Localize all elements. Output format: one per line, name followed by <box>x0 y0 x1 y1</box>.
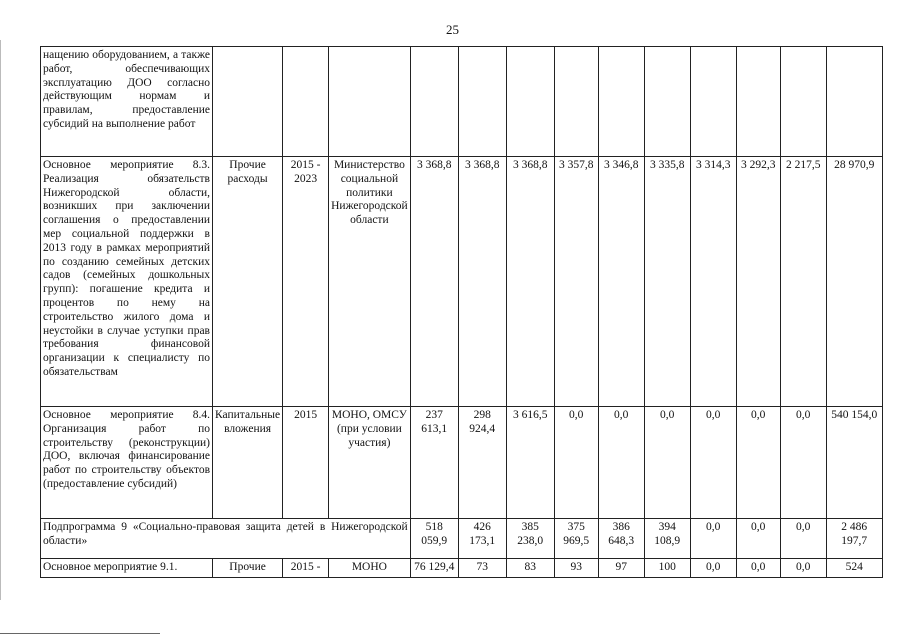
value-cell: 0,0 <box>644 407 690 519</box>
measure-description: Основное мероприятие 8.3. Реализация обязательств Нижегородской области, возникших при заключении соглашения о предоставлении мер социальной поддержки в 2013 году в рамках мероприятий по созданию семейных детских садов (семейных дошкольных групп): погашение кредита и процентов по нему на строительство жилого дома и неустойки в случае уступки прав требования финансовой организации к специалисту по обязательствам <box>41 157 213 407</box>
value-cell: 83 <box>506 559 554 578</box>
value-cell <box>410 47 458 157</box>
value-cell: 540 154,0 <box>826 407 882 519</box>
value-cell: 3 335,8 <box>644 157 690 407</box>
period: 2015 - <box>283 559 329 578</box>
value-cell: 518 059,9 <box>410 519 458 559</box>
value-cell: 394 108,9 <box>644 519 690 559</box>
value-cell: 28 970,9 <box>826 157 882 407</box>
value-cell <box>826 47 882 157</box>
value-cell <box>644 47 690 157</box>
executor: МОНО <box>329 559 411 578</box>
value-cell: 3 368,8 <box>410 157 458 407</box>
measure-description: Основное мероприятие 8.4. Организация работ по строительству (реконструкции) ДОО, включая финансирование работ по строительству объектов (предоставление субсидий) <box>41 407 213 519</box>
value-cell: 375 969,5 <box>554 519 598 559</box>
period <box>283 47 329 157</box>
value-cell <box>690 47 736 157</box>
value-cell: 0,0 <box>598 407 644 519</box>
page-number: 25 <box>446 22 459 37</box>
value-cell: 0,0 <box>780 407 826 519</box>
value-cell: 0,0 <box>690 519 736 559</box>
funding-source <box>213 47 283 157</box>
table-row <box>41 157 883 407</box>
funding-source: Капитальные вложения <box>213 407 283 519</box>
value-cell: 0,0 <box>690 407 736 519</box>
subprogram-title: Подпрограмма 9 «Социально-правовая защита детей в Нижегородской области» <box>41 519 411 559</box>
value-cell: 0,0 <box>554 407 598 519</box>
value-cell: 73 <box>458 559 506 578</box>
budget-table <box>40 46 883 578</box>
value-cell: 93 <box>554 559 598 578</box>
value-cell: 3 368,8 <box>458 157 506 407</box>
value-cell: 76 129,4 <box>410 559 458 578</box>
value-cell: 0,0 <box>780 519 826 559</box>
value-cell: 298 924,4 <box>458 407 506 519</box>
value-cell: 3 314,3 <box>690 157 736 407</box>
measure-description: нащению оборудованием, а также работ, обеспечивающих эксплуатацию ДОО согласно действующим нормам и правилам, предоставление субсидий на выполнение работ <box>41 47 213 157</box>
value-cell: 3 368,8 <box>506 157 554 407</box>
executor: МОНО, ОМСУ (при условии участия) <box>329 407 411 519</box>
value-cell <box>780 47 826 157</box>
footnote-rule <box>0 633 160 634</box>
value-cell <box>458 47 506 157</box>
value-cell: 0,0 <box>736 559 780 578</box>
funding-source: Прочие <box>213 559 283 578</box>
executor <box>329 47 411 157</box>
table-row <box>41 559 883 578</box>
table-row <box>41 407 883 519</box>
value-cell: 0,0 <box>736 519 780 559</box>
value-cell: 237 613,1 <box>410 407 458 519</box>
value-cell: 3 357,8 <box>554 157 598 407</box>
measure-description: Основное мероприятие 9.1. <box>41 559 213 578</box>
value-cell: 0,0 <box>780 559 826 578</box>
left-scan-edge <box>0 40 1 600</box>
value-cell: 3 292,3 <box>736 157 780 407</box>
value-cell: 426 173,1 <box>458 519 506 559</box>
value-cell <box>554 47 598 157</box>
value-cell: 2 486 197,7 <box>826 519 882 559</box>
value-cell <box>598 47 644 157</box>
value-cell: 0,0 <box>690 559 736 578</box>
table-row <box>41 519 883 559</box>
value-cell: 386 648,3 <box>598 519 644 559</box>
period: 2015 - 2023 <box>283 157 329 407</box>
executor: Министерство социальной политики Нижегородской области <box>329 157 411 407</box>
value-cell: 385 238,0 <box>506 519 554 559</box>
period: 2015 <box>283 407 329 519</box>
value-cell: 97 <box>598 559 644 578</box>
value-cell: 3 616,5 <box>506 407 554 519</box>
value-cell <box>736 47 780 157</box>
table-row <box>41 47 883 157</box>
value-cell: 100 <box>644 559 690 578</box>
funding-source: Прочие расходы <box>213 157 283 407</box>
value-cell: 524 <box>826 559 882 578</box>
value-cell: 3 346,8 <box>598 157 644 407</box>
value-cell: 0,0 <box>736 407 780 519</box>
value-cell <box>506 47 554 157</box>
value-cell: 2 217,5 <box>780 157 826 407</box>
